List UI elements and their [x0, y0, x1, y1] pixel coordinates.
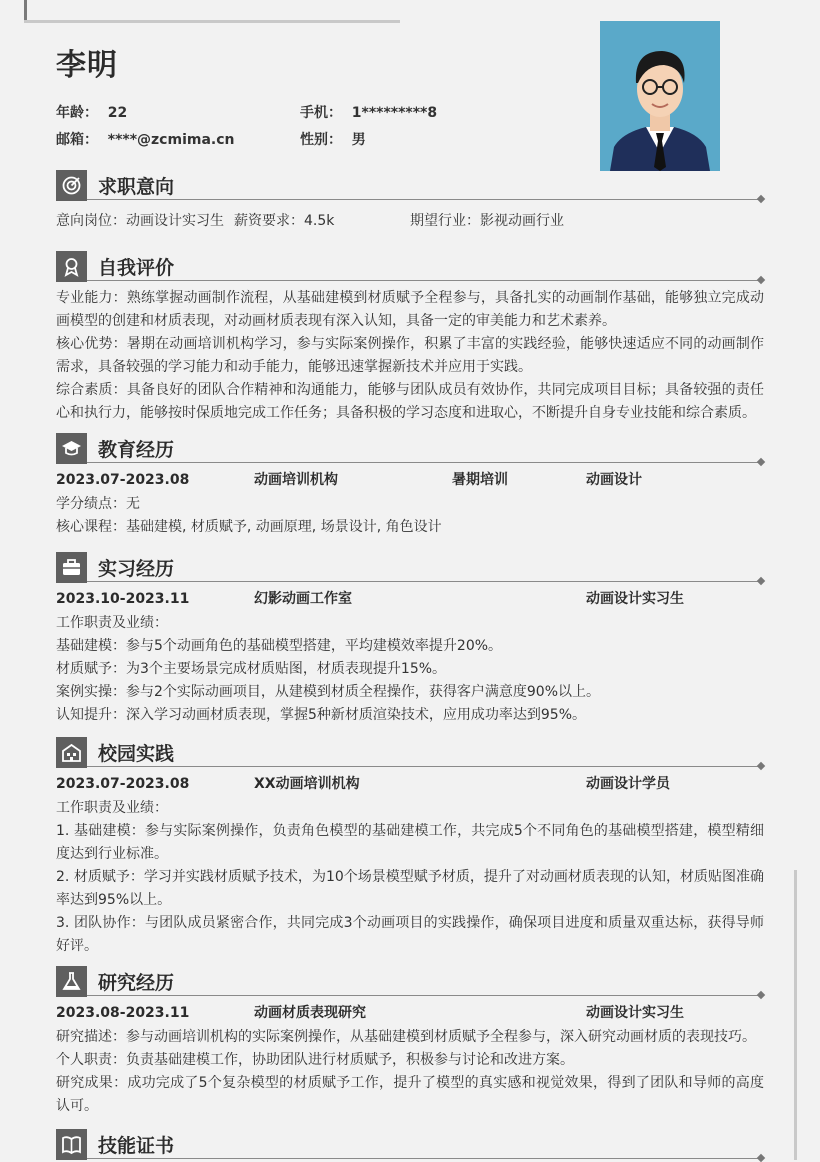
flask-icon	[56, 966, 87, 997]
section-internship	[56, 552, 764, 727]
self-evaluation-body	[56, 287, 764, 425]
research-row	[56, 1002, 764, 1026]
section-divider	[87, 766, 760, 767]
section-skills	[56, 1129, 764, 1161]
research-role: 动画设计实习生	[586, 1005, 684, 1021]
section-divider	[87, 199, 760, 200]
research-line: 个人职责：负责基础建模工作，协助团队进行材质赋予，积极参与讨论和改进方案。	[56, 1052, 574, 1068]
gender-info	[300, 129, 366, 149]
section-title: 教育经历	[98, 439, 175, 461]
intent-details	[56, 206, 764, 232]
section-divider-dot	[757, 276, 765, 284]
phone-info	[300, 102, 437, 122]
internship-line: 工作职责及业绩：	[56, 615, 168, 631]
award-icon	[56, 251, 87, 282]
self-paragraph: 综合素质：具备良好的团队合作精神和沟通能力，能够与团队成员有效协作，共同完成项目目标；具备较强的责任心和执行力，能够按时保质地完成工作任务；具备积极的学习态度和进取心，不断提升自身专业技能和综合素质。	[56, 382, 764, 421]
section-job-intent	[56, 170, 764, 232]
campus-line: 工作职责及业绩：	[56, 800, 168, 816]
education-line: 核心课程：基础建模, 材质赋予, 动画原理, 场景设计, 角色设计	[56, 519, 442, 535]
section-title: 技能证书	[98, 1135, 175, 1157]
section-campus-practice	[56, 737, 764, 958]
section-divider-dot	[757, 577, 765, 585]
age-info	[56, 102, 127, 122]
gender-label: 性别：	[300, 132, 342, 148]
section-divider	[87, 280, 760, 281]
section-header	[56, 1129, 764, 1161]
section-header	[56, 966, 764, 998]
internship-line: 案例实操：参与2个实际动画项目，从建模到材质全程操作，获得客户满意度90%以上。	[56, 684, 601, 700]
research-line: 研究描述：参与动画培训机构的实际案例操作，从基础建模到材质赋予全程参与，深入研究动画材质的表现技巧。	[56, 1029, 756, 1045]
intent-industry: 期望行业：影视动画行业	[410, 213, 564, 229]
section-divider-dot	[757, 1154, 765, 1162]
campus-line: 1. 基础建模：参与实际案例操作，负责角色模型的基础建模工作，共完成5个不同角色的基础模型搭建，模型精细度达到行业标准。	[56, 823, 764, 862]
education-major: 动画设计	[586, 472, 642, 488]
section-divider	[87, 995, 760, 996]
internship-row	[56, 588, 764, 612]
section-divider	[87, 462, 760, 463]
internship-role: 动画设计实习生	[586, 591, 684, 607]
section-education	[56, 433, 764, 539]
candidate-name: 李明	[56, 48, 118, 83]
section-title: 自我评价	[98, 257, 175, 279]
section-title: 研究经历	[98, 972, 175, 994]
section-divider-dot	[757, 195, 765, 203]
graduation-cap-icon	[56, 433, 87, 464]
target-icon	[56, 170, 87, 201]
email-value: ****@zcmima.cn	[107, 132, 235, 148]
internship-body	[56, 588, 764, 727]
section-research	[56, 966, 764, 1118]
education-body	[56, 469, 764, 539]
campus-organization: XX动画培训机构	[254, 776, 360, 792]
education-date: 2023.07-2023.08	[56, 472, 190, 488]
profile-photo	[600, 21, 720, 171]
email-label: 邮箱：	[56, 132, 98, 148]
section-title: 实习经历	[98, 558, 175, 580]
internship-line: 材质赋予：为3个主要场景完成材质贴图，材质表现提升15%。	[56, 661, 447, 677]
section-header	[56, 552, 764, 584]
campus-row	[56, 773, 764, 797]
section-header	[56, 433, 764, 465]
research-line: 研究成果：成功完成了5个复杂模型的材质赋予工作，提升了模型的真实感和视觉效果，得到了团队和导师的高度认可。	[56, 1075, 764, 1114]
phone-label: 手机：	[300, 105, 342, 121]
section-divider	[87, 1158, 760, 1159]
internship-company: 幻影动画工作室	[254, 591, 352, 607]
research-project: 动画材质表现研究	[254, 1005, 366, 1021]
building-icon	[56, 737, 87, 768]
campus-role: 动画设计学员	[586, 776, 670, 792]
intent-position: 意向岗位：动画设计实习生	[56, 213, 224, 229]
age-value: 22	[107, 105, 128, 121]
section-header	[56, 170, 764, 202]
top-accent-line	[24, 20, 400, 23]
gender-value: 男	[351, 132, 366, 148]
section-divider-dot	[757, 458, 765, 466]
scrollbar[interactable]	[794, 870, 797, 1160]
section-divider	[87, 581, 760, 582]
section-header	[56, 251, 764, 283]
section-divider-dot	[757, 991, 765, 999]
campus-line: 3. 团队协作：与团队成员紧密合作，共同完成3个动画项目的实践操作，确保项目进度和质量双重达标，获得导师好评。	[56, 915, 764, 954]
internship-date: 2023.10-2023.11	[56, 591, 190, 607]
campus-line: 2. 材质赋予：学习并实践材质赋予技术，为10个场景模型赋予材质，提升了对动画材质表现的认知，材质贴图准确率达到95%以上。	[56, 869, 764, 908]
education-degree: 暑期培训	[452, 472, 508, 488]
internship-line: 认知提升：深入学习动画材质表现，掌握5种新材质渲染技术，应用成功率达到95%。	[56, 707, 587, 723]
self-paragraph: 核心优势：暑期在动画培训机构学习，参与实际案例操作，积累了丰富的实践经验，能够快速适应不同的动画制作需求，具备较强的学习能力和动手能力，能够迅速掌握新技术并应用于实践。	[56, 336, 764, 375]
campus-body	[56, 773, 764, 958]
research-body	[56, 1002, 764, 1118]
education-row	[56, 469, 764, 493]
intent-salary: 薪资要求：4.5k	[234, 213, 335, 229]
section-divider-dot	[757, 762, 765, 770]
education-school: 动画培训机构	[254, 472, 338, 488]
section-title: 求职意向	[98, 176, 175, 198]
section-title: 校园实践	[98, 743, 175, 765]
section-self-evaluation	[56, 251, 764, 425]
age-label: 年龄：	[56, 105, 98, 121]
campus-date: 2023.07-2023.08	[56, 776, 190, 792]
education-line: 学分绩点：无	[56, 496, 140, 512]
top-accent-bar	[24, 0, 27, 22]
section-header	[56, 737, 764, 769]
self-paragraph: 专业能力：熟练掌握动画制作流程，从基础建模到材质赋予全程参与，具备扎实的动画制作基础，能够独立完成动画模型的创建和材质表现，对动画材质表现有深入认知，具备一定的审美能力和艺术素养。	[56, 290, 764, 329]
internship-line: 基础建模：参与5个动画角色的基础模型搭建，平均建模效率提升20%。	[56, 638, 503, 654]
briefcase-icon	[56, 552, 87, 583]
email-info	[56, 129, 235, 149]
book-icon	[56, 1129, 87, 1160]
research-date: 2023.08-2023.11	[56, 1005, 190, 1021]
phone-value: 1*********8	[351, 105, 438, 121]
